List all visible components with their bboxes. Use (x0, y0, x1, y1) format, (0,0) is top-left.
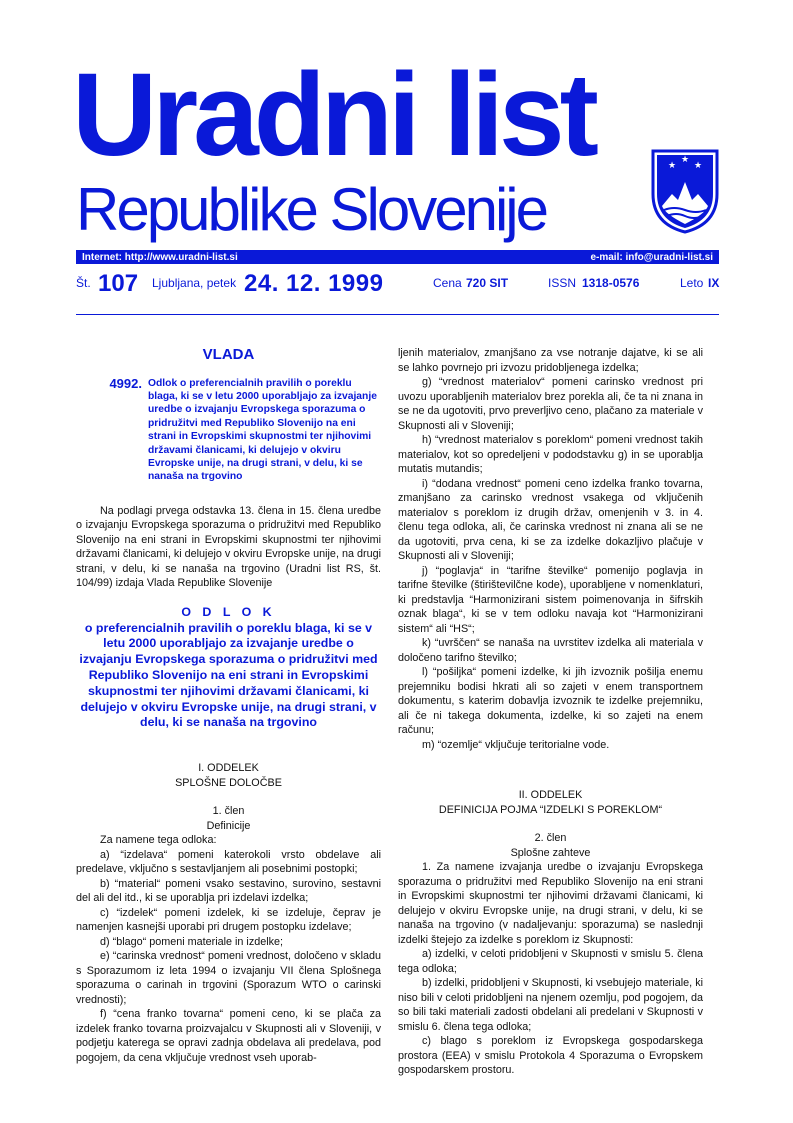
chapter-title: SPLOŠNE DOLOČBE (175, 776, 282, 789)
price-value: 720 SIT (466, 276, 509, 290)
issue-place-day: Ljubljana, petek (152, 276, 237, 290)
article-title: Definicije (206, 819, 251, 832)
paragraph: c) blago s poreklom iz Evropskega gospodarskega prostora (EEA) v smislu Protokola 4 Sporazuma o Evropskem gospodarskem prostoru. (398, 1035, 703, 1076)
paragraph: e) “carinska vrednost“ pomeni vrednost, določeno v skladu s Sporazumom iz leta 1994 o izvajanju VII člena Splošnega sporazuma o carinah in trgovini (Sporazum WTO o carinski vrednosti); (76, 950, 381, 1006)
svg-text:★: ★ (680, 155, 690, 165)
issue-date: 24. 12. 1999 (244, 270, 384, 297)
right-column (398, 346, 703, 1078)
year-value: IX (708, 276, 720, 290)
svg-text:★: ★ (693, 161, 703, 171)
paragraph: c) “izdelek“ pomeni izdelek, ki se izdeluje, čeprav je namenjen kasnejši uporabi pri drugem postopku izdelave; (76, 906, 381, 934)
decree-title: o preferencialnih pravilih o poreklu blaga, ki se v letu 2000 uporabljajo za izvajanje uredbe o izvajanju Evropskega sporazuma o pridružitvi med Republiko Slovenijo na eni strani in Evropskimi skupnostmi ter njihovimi državami članicami, ki delujejo v okviru Evropske unije, na drugi strani, v delu, ki se nanaša na trgovino (79, 620, 378, 730)
article-number: 2. člen (534, 832, 567, 844)
paragraph: Za namene tega odloka: (100, 834, 217, 847)
preamble: Na podlagi prvega odstavka 13. člena in 15. člena uredbe o izvajanju Evropskega sporazuma o pridružitvi med Republiko Slovenijo na eni strani in Evropskimi skupnostmi ter njihovimi državami članicami, ki delujejo v okviru Evropske unije, na drugi strani, v delu, ki se nanaša na trgovino (Uradni list RS, št. 104/99) izdaja Vlada Republike Slovenije (76, 504, 381, 590)
header-divider (76, 314, 719, 315)
chapter-heading: II. ODDELEK (518, 789, 583, 801)
paragraph: h) “vrednost materialov s poreklom“ pomeni vrednost takih materialov, kot so opredeljeni v pododstavku g) in se uporablja mutatis mutandis; (398, 434, 703, 475)
paragraph: a) “izdelava“ pomeni katerokoli vrsto obdelave ali predelave, vključno s sestavljanjem ali posebnimi postopki; (76, 848, 381, 876)
issn-value: 1318-0576 (582, 276, 640, 290)
paragraph: g) “vrednost materialov“ pomeni carinsko vrednost pri uvozu uporabljenih materialov brez porekla ali, če ta ni znana in se ne da ugotoviti, prvo preverljivo ceno, plačano za materiale v Skupnosti ali v Sloveniji; (398, 376, 703, 432)
paragraph: j) “poglavja“ in “tarifne številke“ pomenijo poglavja in tarifne številke (štirištevilčne kode), uporabljene v nomenklaturi, ki predstavlja “Harmonizirani sistem poimenovanja in šifrskih oznak blaga“, ki se v tem odloku navaja kot “Harmonizirani sistem“ ali “HS“; (398, 564, 703, 635)
chapter-title: DEFINICIJA POJMA “IZDELKI S POREKLOM“ (438, 803, 663, 816)
contact-bar (76, 250, 719, 264)
paragraph: d) “blago“ pomeni materiale in izdelke; (100, 935, 284, 948)
email-link[interactable]: e-mail: info@uradni-list.si (590, 251, 713, 263)
decree-heading (76, 605, 381, 731)
section-heading: VLADA (202, 346, 255, 363)
act-heading (76, 377, 381, 484)
paragraph: ljenih materialov, zmanjšano za vse notranje dajatve, ki se ali se lahko povrnejo pri izvozu pridobljenega izdelka; (398, 347, 703, 374)
paragraph: f) “cena franko tovarna“ pomeni ceno, ki se plača za izdelek franko tovarna proizvajalcu v Skupnosti ali v Sloveniji, v podjetju katerega se opravi zadnja obdelava ali predelava, pod pogojem, da cena vključuje vrednost vseh uporab- (76, 1008, 381, 1064)
act-title: Odlok o preferencialnih pravilih o poreklu blaga, ki se v letu 2000 uporabljajo za izvajanje uredbe o izvajanju Evropskega sporazuma o pridružitvi med Republiko Slovenijo na eni strani in Evropskimi skupnostmi ter njihovimi državami članicami, ki delujejo v okviru Evropske unije, na drugi strani, v delu, ki se nanaša na trgovino (148, 377, 377, 483)
chapter-heading: I. ODDELEK (198, 762, 259, 775)
paragraph: b) “material“ pomeni vsako sestavino, surovino, sestavni del ali del itd., ki se uporablja pri izdelavi izdelka; (76, 877, 381, 905)
paragraph: i) “dodana vrednost“ pomeni ceno izdelka franko tovarna, zmanjšano za carinsko vrednost vsakega od vključenih materialov s poreklom iz drugih držav, omenjenih v 3. in 4. členu tega odloka, ali, če carinska vrednost ni znana ali se ne da ugotoviti, prva cena, ki se za izdelke dokazljivo plačuje v Skupnosti ali v Sloveniji; (398, 477, 703, 562)
internet-link[interactable]: Internet: http://www.uradni-list.si (82, 251, 238, 263)
paragraph: a) izdelki, v celoti pridobljeni v Skupnosti v smislu 5. člena tega odloka; (398, 948, 703, 975)
paragraph: m) “ozemlje“ vključuje teritorialne vode. (422, 738, 610, 751)
left-column (76, 340, 381, 1065)
masthead-title: Uradni list (72, 49, 594, 181)
price-label: Cena (433, 276, 462, 290)
issn-label: ISSN (548, 276, 577, 290)
paragraph: k) “uvrščen“ se nanaša na uvrstitev izdelka ali materiala v določeno tarifno številko; (398, 637, 703, 664)
svg-text:★: ★ (667, 161, 677, 171)
act-number: 4992. (109, 375, 142, 391)
slovenian-coat-of-arms-icon (650, 148, 720, 234)
masthead-subtitle: Republike Slovenije (76, 176, 546, 243)
issue-st-label: Št. (76, 276, 91, 290)
article-title: Splošne zahteve (510, 846, 591, 859)
decree-word: O D L O K (181, 604, 276, 619)
paragraph: l) “pošiljka“ pomeni izdelke, ki jih izvoznik pošilja enemu prejemniku bodisi hkrati ali so zajeti v enem transportnem dokumentu, s katerim dobavlja izvoznik te izdelke prejemniku, ali če ni takega dokumenta, izdelke, ki so zajeti na enem računu; (398, 666, 703, 736)
article-number: 1. člen (212, 805, 245, 818)
issue-line (76, 270, 719, 304)
issue-number: 107 (98, 270, 139, 297)
paragraph: b) izdelki, pridobljeni v Skupnosti, ki vsebujejo materiale, ki niso bili v celoti pridobljeni na njenem ozemlju, pod pogojem, da so bili taki materiali zadosti obdelani ali predelani v Skupnosti v smislu 6. člena tega odloka; (398, 977, 703, 1033)
paragraph: 1. Za namene izvajanja uredbe o izvajanju Evropskega sporazuma o pridružitvi med Republiko Slovenijo na eni strani in Evropskimi skupnostmi ter njihovimi državami članicami, ki delujejo v okviru Evropske unije, na drugi strani, v delu, ki se nanaša na trgovino (v nadaljevanju: sporazuma) se naslednji izdelki štejejo za izdelke s poreklom iz Skupnosti: (398, 861, 703, 946)
year-label: Leto (680, 276, 704, 290)
